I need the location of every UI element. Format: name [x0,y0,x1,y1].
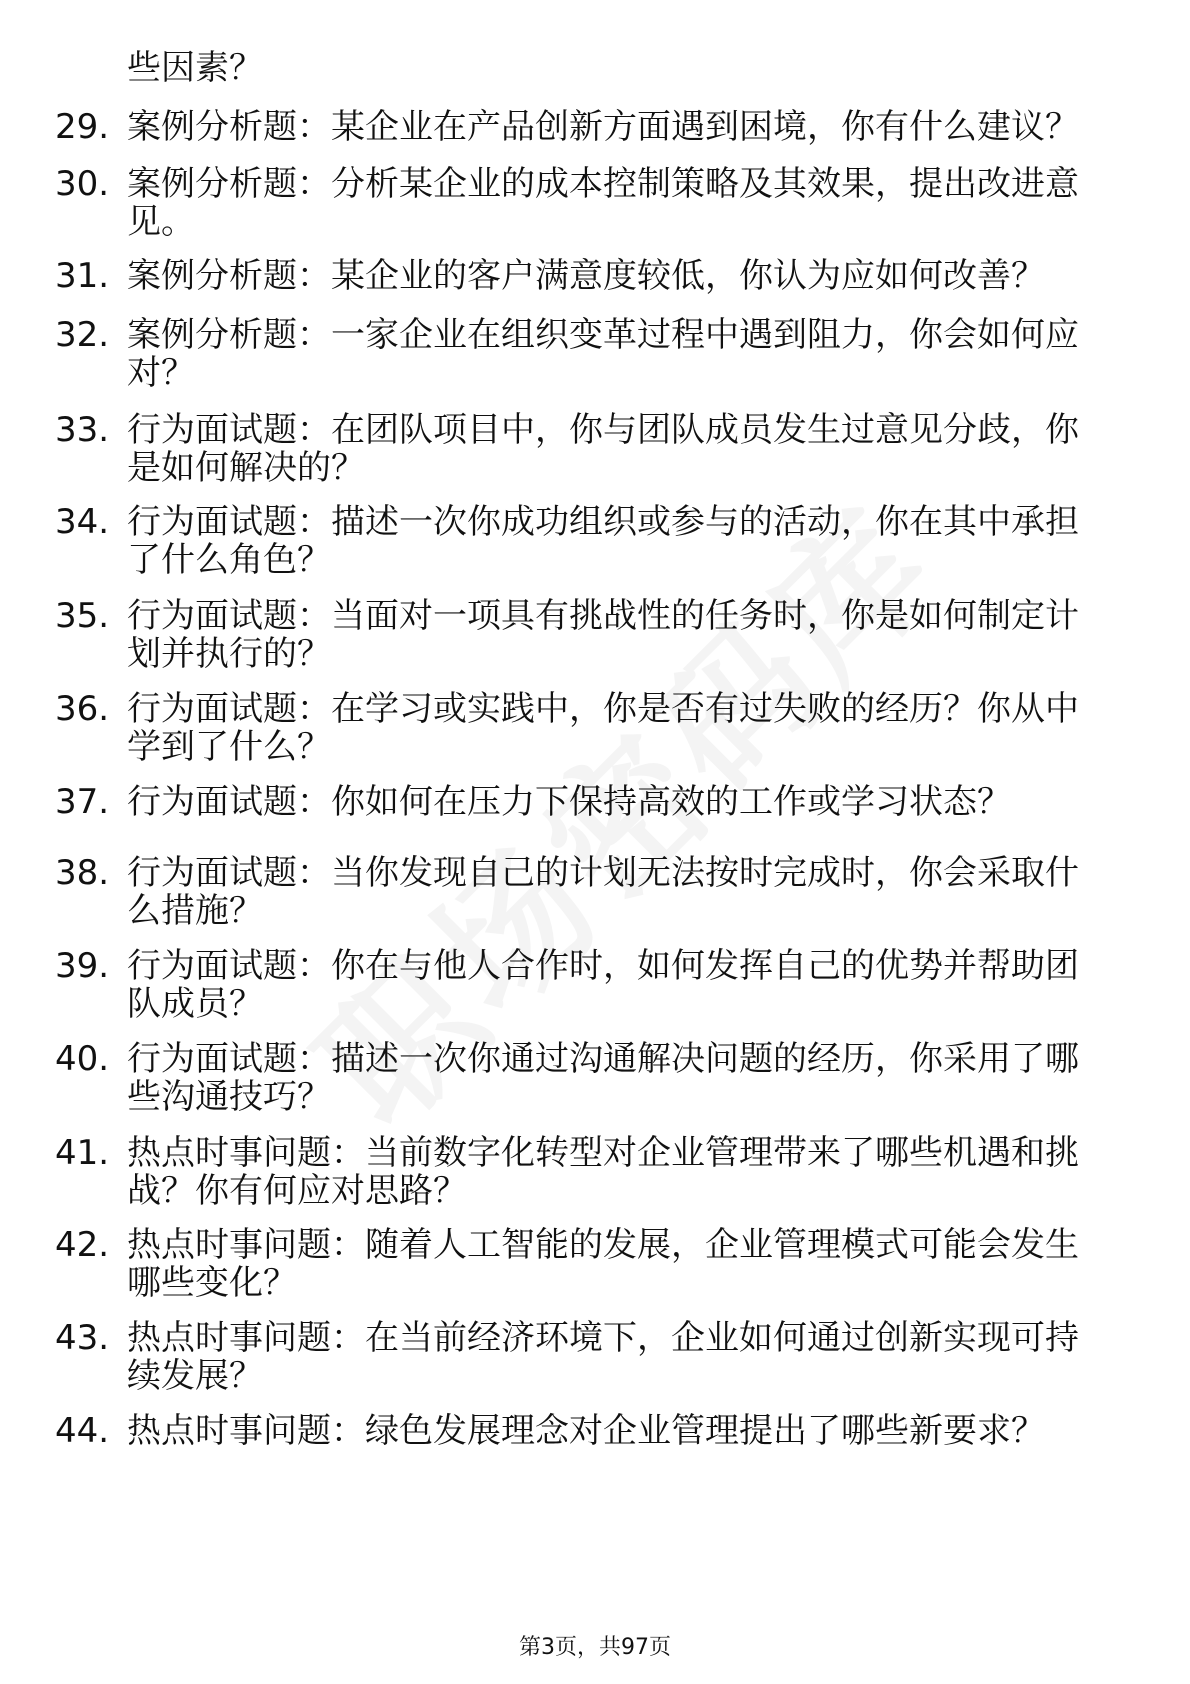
item-number: 29. [55,107,110,147]
item-text-line: 哪些变化？ [127,1263,297,1303]
item-number: 35. [55,596,110,636]
item-number: 33. [55,410,110,450]
item-number: 37. [55,782,110,822]
item-text-line: 些沟通技巧？ [127,1077,331,1117]
item-number: 41. [55,1133,110,1173]
item-text-line: 行为面试题：当你发现自己的计划无法按时完成时，你会采取什 [127,853,1079,893]
item-text-line: 热点时事问题：在当前经济环境下，企业如何通过创新实现可持 [127,1318,1079,1358]
item-number: 31. [55,256,110,296]
item-text-line: 案例分析题：某企业在产品创新方面遇到困境，你有什么建议？ [127,107,1079,147]
item-number: 32. [55,315,110,355]
item-text-line: 热点时事问题：绿色发展理念对企业管理提出了哪些新要求？ [127,1411,1045,1451]
item-text-line: 案例分析题：一家企业在组织变革过程中遇到阻力，你会如何应 [127,315,1079,355]
item-text-line: 是如何解决的？ [127,448,365,488]
item-text-line: 队成员？ [127,984,263,1024]
item-text-line: 划并执行的？ [127,634,331,674]
item-text-line: 对？ [127,353,195,393]
item-text-line: 续发展？ [127,1356,263,1396]
page-footer: 第3页，共97页 [519,1635,671,1660]
item-text-line: 案例分析题：某企业的客户满意度较低，你认为应如何改善？ [127,256,1045,296]
item-number: 42. [55,1225,110,1265]
item-text-line: 了什么角色？ [127,540,331,580]
item-number: 36. [55,689,110,729]
item-number: 39. [55,946,110,986]
item-text-line: 行为面试题：你在与他人合作时，如何发挥自己的优势并帮助团 [127,946,1079,986]
continued-text: 些因素？ [127,48,263,88]
item-number: 34. [55,502,110,542]
item-number: 30. [55,164,110,204]
item-number: 44. [55,1411,110,1451]
item-text-line: 案例分析题：分析某企业的成本控制策略及其效果，提出改进意 [127,164,1079,204]
item-text-line: 行为面试题：当面对一项具有挑战性的任务时，你是如何制定计 [127,596,1079,636]
item-number: 40. [55,1039,110,1079]
item-text-line: 学到了什么？ [127,727,331,767]
item-text-line: 见。 [127,202,195,242]
item-number: 43. [55,1318,110,1358]
item-text-line: 么措施？ [127,891,263,931]
item-text-line: 行为面试题：在学习或实践中，你是否有过失败的经历？你从中 [127,689,1079,729]
item-text-line: 热点时事问题：随着人工智能的发展，企业管理模式可能会发生 [127,1225,1079,1265]
item-text-line: 行为面试题：你如何在压力下保持高效的工作或学习状态？ [127,782,1011,822]
item-number: 38. [55,853,110,893]
item-text-line: 战？你有何应对思路？ [127,1171,467,1211]
item-text-line: 行为面试题：描述一次你成功组织或参与的活动，你在其中承担 [127,502,1079,542]
item-text-line: 行为面试题：在团队项目中，你与团队成员发生过意见分歧，你 [127,410,1079,450]
item-text-line: 行为面试题：描述一次你通过沟通解决问题的经历，你采用了哪 [127,1039,1079,1079]
item-text-line: 热点时事问题：当前数字化转型对企业管理带来了哪些机遇和挑 [127,1133,1079,1173]
